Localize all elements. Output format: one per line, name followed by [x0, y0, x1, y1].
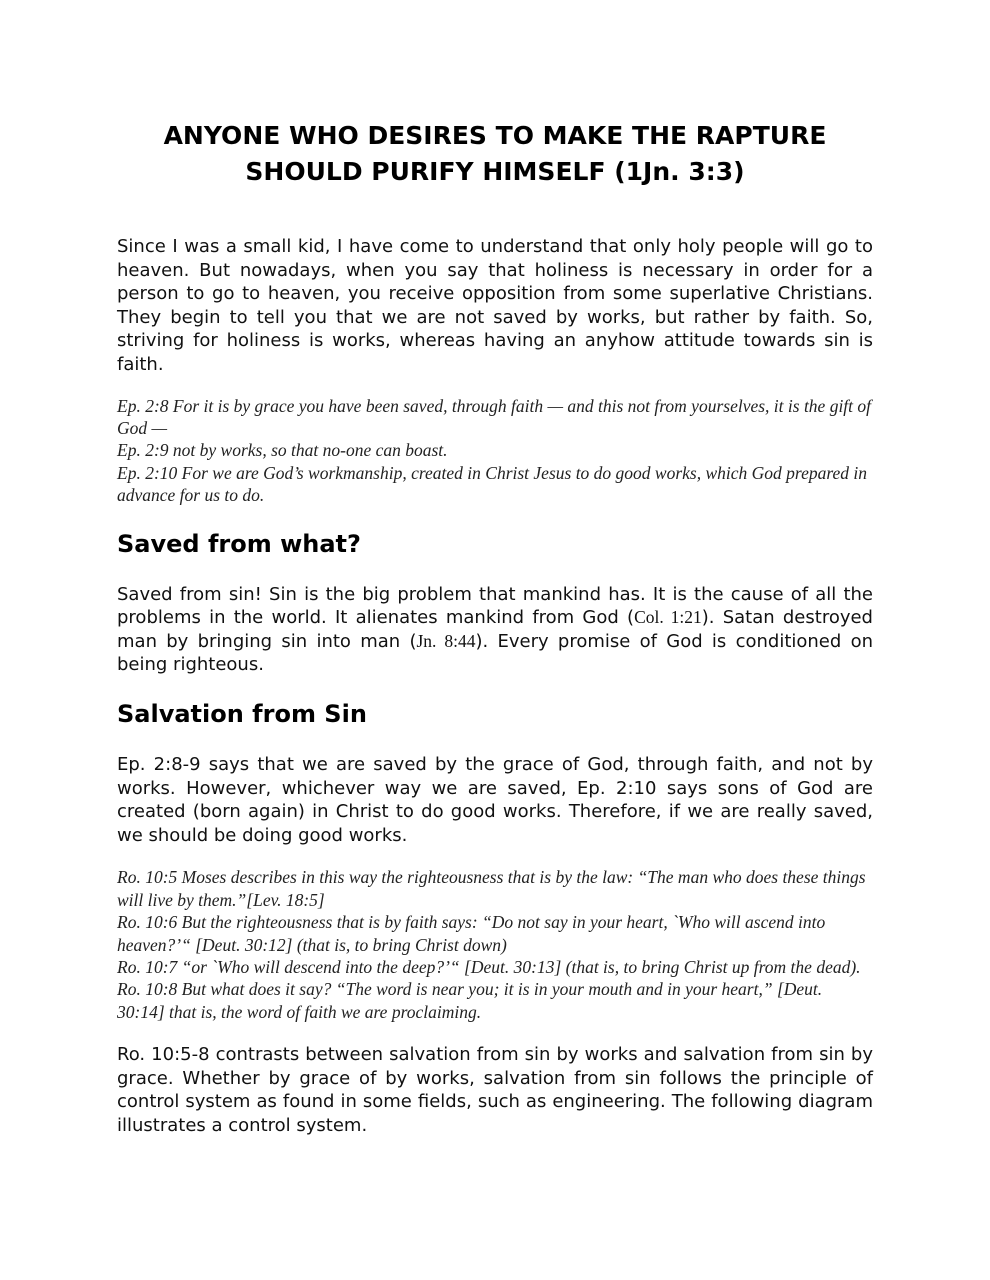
paragraph-text: ). Satan destroyed man by bringing sin into man (	[117, 607, 873, 652]
quote-line-ro-10-6: Ro. 10:6 But the righteousness that is by faith says: “Do not say in your heart, `Who will ascend into heaven?’“ [Deut. 30:12] (that is, to bring Christ down)	[117, 912, 826, 955]
intro-paragraph: Since I was a small kid, I have come to understand that only holy people will go to heaven. But nowadays, when you say that holiness is necessary in order for a person to go to heaven, you receive opposition from some superlative Christians. They begin to tell you that we are not saved by works, but rather by faith. So, striving for holiness is works, whereas having an anyhow attitude towards sin is faith.	[117, 236, 873, 375]
document-title	[117, 118, 873, 190]
scripture-ref-col-1-21: Col. 1:21	[634, 607, 702, 628]
section-heading-salvation-from-sin: Salvation from Sin	[117, 699, 367, 728]
quote-line-ep-2-8: Ep. 2:8 For it is by grace you have been saved, through faith — and this not from yourselves, it is the gift of God —	[117, 395, 872, 438]
section-heading-saved-from-what: Saved from what?	[117, 529, 361, 558]
quote-line-ro-10-8: Ro. 10:8 But what does it say? “The word is near you; it is in your mouth and in your heart,” [Deut. 30:14] that is, the word of faith we are proclaiming.	[117, 979, 823, 1022]
quote-line-ep-2-9: Ep. 2:9 not by works, so that no-one can boast.	[117, 440, 448, 461]
title-line-2: SHOULD PURIFY HIMSELF (1Jn. 3:3)	[245, 157, 745, 186]
quote-line-ro-10-7: Ro. 10:7 “or `Who will descend into the deep?’“ [Deut. 30:13] (that is, to bring Christ up from the dead).	[117, 956, 861, 977]
control-system-paragraph: Ro. 10:5-8 contrasts between salvation from sin by works and salvation from sin by grace. Whether by grace of by works, salvation from sin follows the principle of control system as found in some fields, such as engineering. The following diagram illustrates a control system.	[117, 1044, 873, 1136]
scripture-ref-jn-8-44: Jn. 8:44	[416, 630, 476, 651]
quote-line-ro-10-5: Ro. 10:5 Moses describes in this way the righteousness that is by the law: “The man who does these things will live by them.”[Lev. 18:5]	[117, 867, 866, 910]
ephesians-quote	[117, 395, 873, 507]
salvation-paragraph: Ep. 2:8-9 says that we are saved by the grace of God, through faith, and not by works. However, whichever way we are saved, Ep. 2:10 says sons of God are created (born again) in Christ to do good works. Therefore, if we are really saved, we should be doing good works.	[117, 753, 873, 846]
saved-from-sin-paragraph	[117, 583, 873, 677]
quote-line-ep-2-10: Ep. 2:10 For we are God’s workmanship, created in Christ Jesus to do good works, which God prepared in advance for us to do.	[117, 462, 868, 506]
romans-quote	[117, 866, 873, 1023]
title-line-1: ANYONE WHO DESIRES TO MAKE THE RAPTURE	[163, 121, 827, 150]
document-page	[117, 118, 873, 1138]
paragraph-text: Saved from sin! Sin is the big problem that mankind has. It is the cause of all the problems in the world. It alienates mankind from God (	[117, 583, 873, 629]
paragraph-text: ). Every promise of God is conditioned on being righteous.	[117, 630, 873, 676]
